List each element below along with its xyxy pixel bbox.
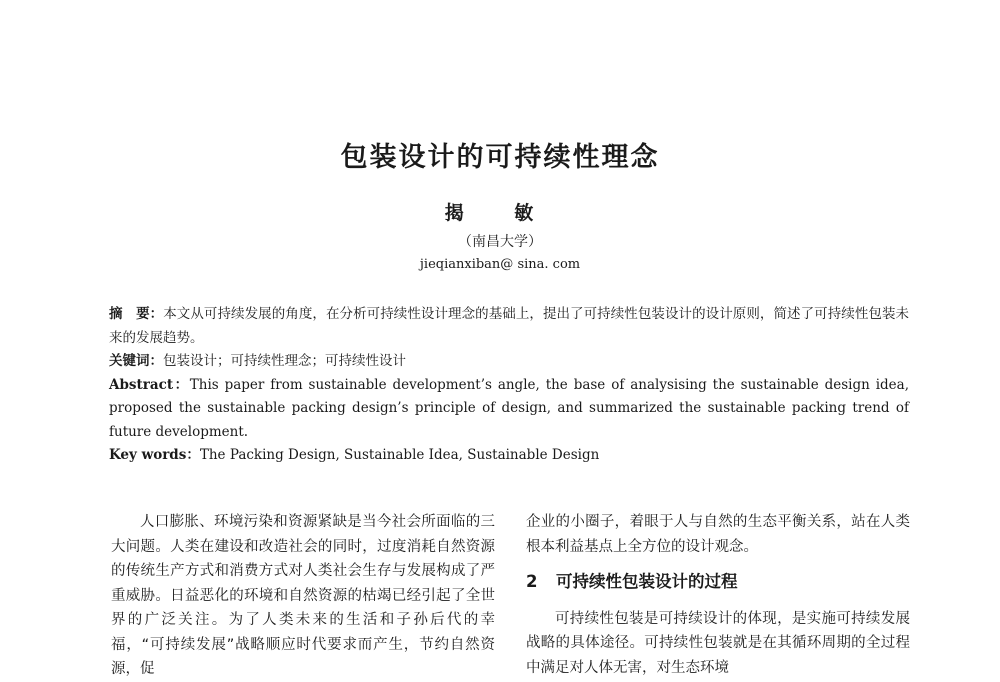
body-paragraph: 可持续性包装是可持续设计的体现，是实施可持续发展战略的具体途径。可持续性包装就是在其循环周期的全过程中满足对人体无害，对生态环境 [526, 610, 910, 676]
author-affiliation: （南昌大学） [458, 234, 542, 250]
abstract-cn-label: 摘 要： [109, 306, 164, 322]
section-number: 2 [526, 572, 538, 591]
section-heading [526, 570, 910, 595]
keywords-en-text: The Packing Design, Sustainable Idea, Sustainable Design [199, 447, 600, 463]
abstract-en-text: This paper from sustainable development’s angle, the base of analysising the sustainable design idea, proposed the sustainable packing design’s principle of design, and summarized the sustainable packing trend of future development. [109, 376, 909, 440]
section-title: 可持续性包装设计的过程 [556, 572, 738, 591]
abstract-cn [109, 303, 909, 350]
keywords-en-label: Key words： [109, 447, 200, 463]
paper-title: 包装设计的可持续性理念 [340, 142, 660, 173]
body-paragraph-continued: 企业的小圈子，着眼于人与自然的生态平衡关系，站在人类根本利益基点上全方位的设计观念。 [526, 514, 910, 555]
abstract-en-label: Abstract： [109, 376, 190, 393]
keywords-cn [109, 350, 909, 374]
abstract-section [109, 303, 909, 468]
abstract-en [109, 374, 909, 445]
author-email: jieqianxiban@ sina. com [419, 257, 581, 272]
body-left-column [111, 510, 495, 682]
abstract-cn-text: 本文从可持续发展的角度，在分析可持续性设计理念的基础上，提出了可持续性包装设计的设计原则，简述了可持续性包装未来的发展趋势。 [109, 306, 910, 346]
author-name: 揭 敏 [444, 202, 556, 224]
keywords-en [109, 444, 909, 468]
body-right-column [526, 510, 910, 680]
keywords-cn-text: 包装设计；可持续性理念；可持续性设计 [163, 353, 406, 369]
body-paragraph: 人口膨胀、环境污染和资源紧缺是当今社会所面临的三大问题。人类在建设和改造社会的同时，过度消耗自然资源的传统生产方式和消费方式对人类社会生存与发展构成了严重威胁。日益恶化的环境和自然资源的枯竭已经引起了全世界的广泛关注。为了人类未来的生活和子孙后代的幸福，“可持续发展”战略顺应时代要求而产生，节约自然资源，促 [111, 514, 495, 677]
keywords-cn-label: 关键词： [109, 353, 163, 369]
